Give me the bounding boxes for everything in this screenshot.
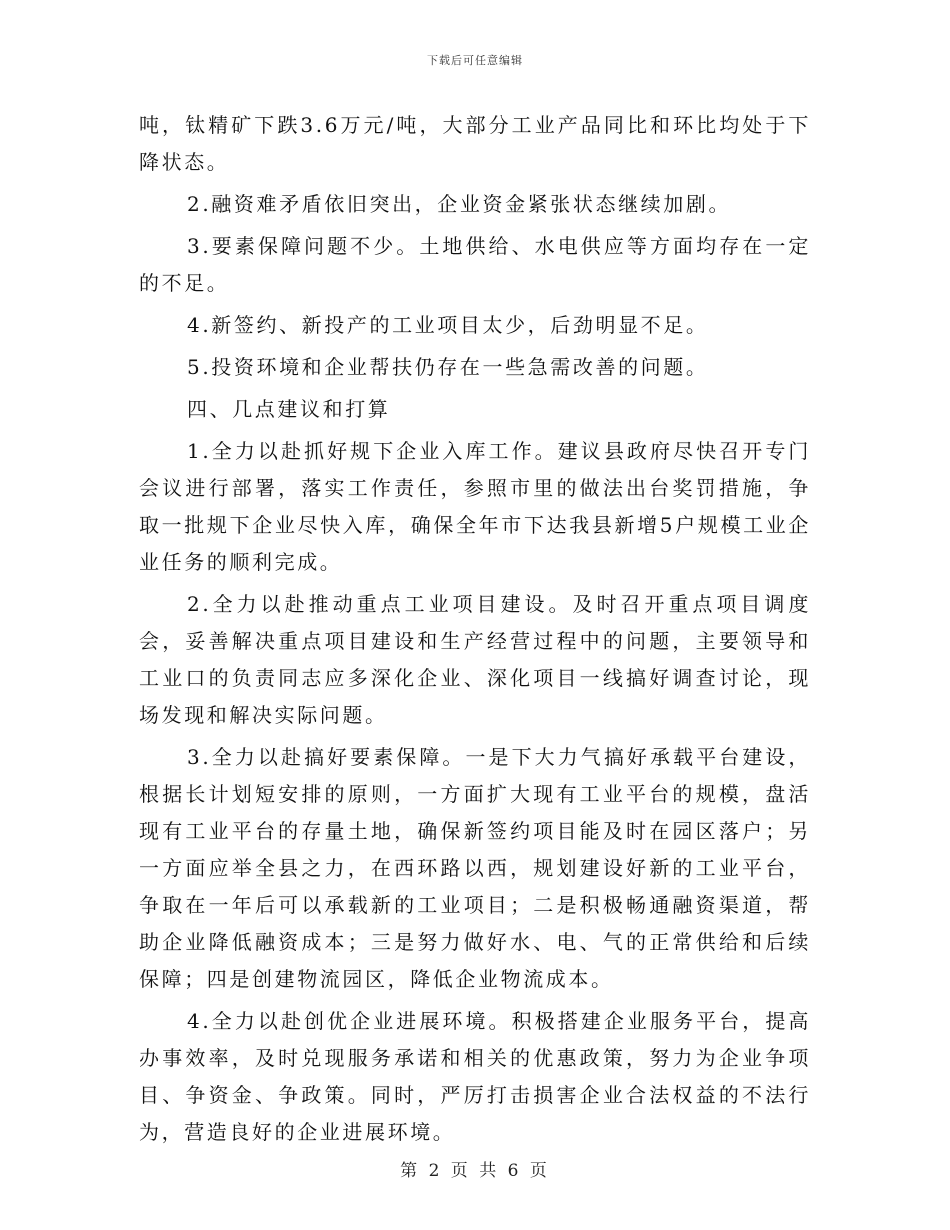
paragraph-suggestion-1: 1.全力以赴抓好规下企业入库工作。建议县政府尽快召开专门会议进行部署，落实工作责任，参照市里的做法出台奖罚措施，争取一批规下企业尽快入库，确保全年市下达我县新增5户规模工业企业任务的顺利完成。 [139,439,811,574]
paragraph-suggestion-4: 4.全力以赴创优企业进展环境。积极搭建企业服务平台，提高办事效率，及时兑现服务承诺和相关的优惠政策，努力为企业争项目、争资金、争政策。同时，严厉打击损害企业合法权益的不法行为，营造良好的企业进展环境。 [139,1009,811,1144]
paragraph-suggestion-3: 3.全力以赴搞好要素保障。一是下大力气搞好承载平台建设，根据长计划短安排的原则，一方面扩大现有工业平台的规模，盘活现有工业平台的存量土地，确保新签约项目能及时在园区落户；另一方面应举全县之力，在西环路以西，规划建设好新的工业平台，争取在一年后可以承载新的工业项目；二是积极畅通融资渠道，帮助企业降低融资成本；三是努力做好水、电、气的正常供给和后续保障；四是创建物流园区，降低企业物流成本。 [139,745,811,991]
paragraph-issue-4: 4.新签约、新投产的工业项目太少，后劲明显不足。 [187,313,709,337]
document-body [139,107,811,1151]
paragraph-issue-5: 5.投资环境和企业帮扶仍存在一些急需改善的问题。 [187,355,709,379]
page-number: 第 2 页 共 6 页 [400,1161,550,1181]
paragraph-suggestion-2: 2.全力以赴推动重点工业项目建设。及时召开重点项目调度会，妥善解决重点项目建设和生产经营过程中的问题，主要领导和工业口的负责同志应多深化企业、深化项目一线搞好调查讨论，现场发现和解决实际问题。 [139,592,811,727]
page-header: 下载后可任意编辑 [427,54,523,67]
paragraph-issue-3: 3.要素保障问题不少。土地供给、水电供应等方面均存在一定的不足。 [139,234,811,295]
paragraph-continuation: 吨，钛精矿下跌3.6万元/吨，大部分工业产品同比和环比均处于下降状态。 [139,113,811,174]
paragraph-issue-2: 2.融资难矛盾依旧突出，企业资金紧张状态继续加剧。 [187,192,732,216]
section-heading-suggestions: 四、几点建议和打算 [187,397,391,421]
